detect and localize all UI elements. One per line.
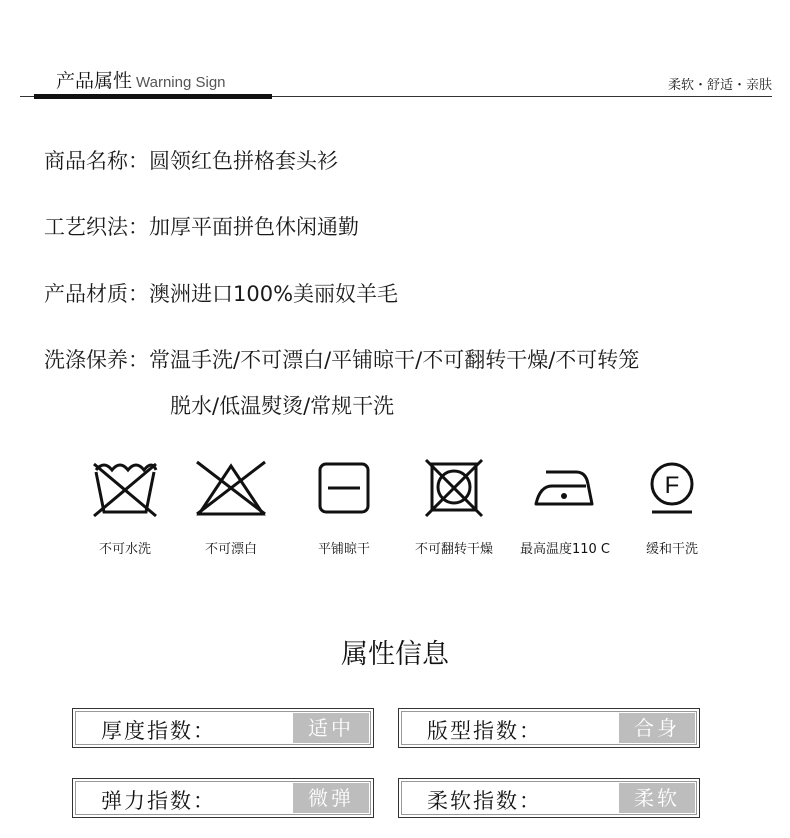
header-accent-bar xyxy=(34,94,272,99)
care-symbol-dry-clean xyxy=(624,458,720,558)
care-symbol-dry-flat xyxy=(294,458,394,558)
care-symbol-no-bleach xyxy=(181,458,281,558)
page-header xyxy=(0,0,790,100)
care-symbol-no-tumble-dry xyxy=(399,458,509,558)
header-title-text: 产品属性 xyxy=(56,70,133,92)
info-box-softness xyxy=(398,778,700,818)
care-label: 不可漂白 xyxy=(204,542,257,557)
no-tumble-dry-icon xyxy=(424,458,484,518)
attr-row-craft xyxy=(44,212,359,242)
care-label: 缓和干洗 xyxy=(645,542,698,557)
attr-value: 加厚平面拼色休闲通勤 xyxy=(149,215,359,239)
info-box-thickness xyxy=(72,708,374,748)
info-box-fit xyxy=(398,708,700,748)
attr-value: 圆领红色拼格套头衫 xyxy=(149,149,338,173)
attr-row-material xyxy=(44,279,398,309)
info-label: 版型指数： xyxy=(427,719,542,743)
care-label: 最高温度110 C xyxy=(519,542,611,557)
header-tagline: 柔软・舒适・亲肤 xyxy=(667,78,772,93)
attr-value: 常温手洗/不可漂白/平铺晾干/不可翻转干燥/不可转笼 xyxy=(149,348,640,372)
attr-key: 工艺织法： xyxy=(44,215,149,239)
info-value-badge: 微弹 xyxy=(293,783,369,813)
info-label: 弹力指数： xyxy=(101,789,216,813)
info-value-badge: 适中 xyxy=(293,713,369,743)
no-bleach-icon xyxy=(193,458,269,518)
care-label: 平铺晾干 xyxy=(317,542,370,557)
iron-icon xyxy=(530,458,600,518)
info-value-badge: 合身 xyxy=(619,713,695,743)
no-wash-icon xyxy=(90,458,160,518)
care-label: 不可翻转干燥 xyxy=(414,542,493,557)
attr-key: 洗涤保养： xyxy=(44,348,149,372)
dry-clean-f-icon xyxy=(642,458,702,518)
info-label: 柔软指数： xyxy=(427,789,542,813)
header-subtitle: Warning Sign xyxy=(136,74,226,91)
care-symbol-iron xyxy=(510,458,620,558)
attr-row-name xyxy=(44,146,338,176)
dry-clean-glyph: F xyxy=(664,472,680,499)
section-title: 属性信息 xyxy=(341,639,449,670)
attr-key: 产品材质： xyxy=(44,282,149,306)
dry-flat-icon xyxy=(316,458,372,518)
care-label: 不可水洗 xyxy=(98,542,151,557)
info-value-badge: 柔软 xyxy=(619,783,695,813)
attr-row-care xyxy=(44,345,639,375)
info-box-elasticity xyxy=(72,778,374,818)
attr-value: 澳洲进口100%美丽奴羊毛 xyxy=(149,282,399,306)
care-symbol-no-wash xyxy=(75,458,175,558)
attr-key: 商品名称： xyxy=(44,149,149,173)
info-label: 厚度指数： xyxy=(101,719,216,743)
attr-care-continued: 脱水/低温熨烫/常规干洗 xyxy=(170,394,395,418)
header-title xyxy=(56,66,226,93)
